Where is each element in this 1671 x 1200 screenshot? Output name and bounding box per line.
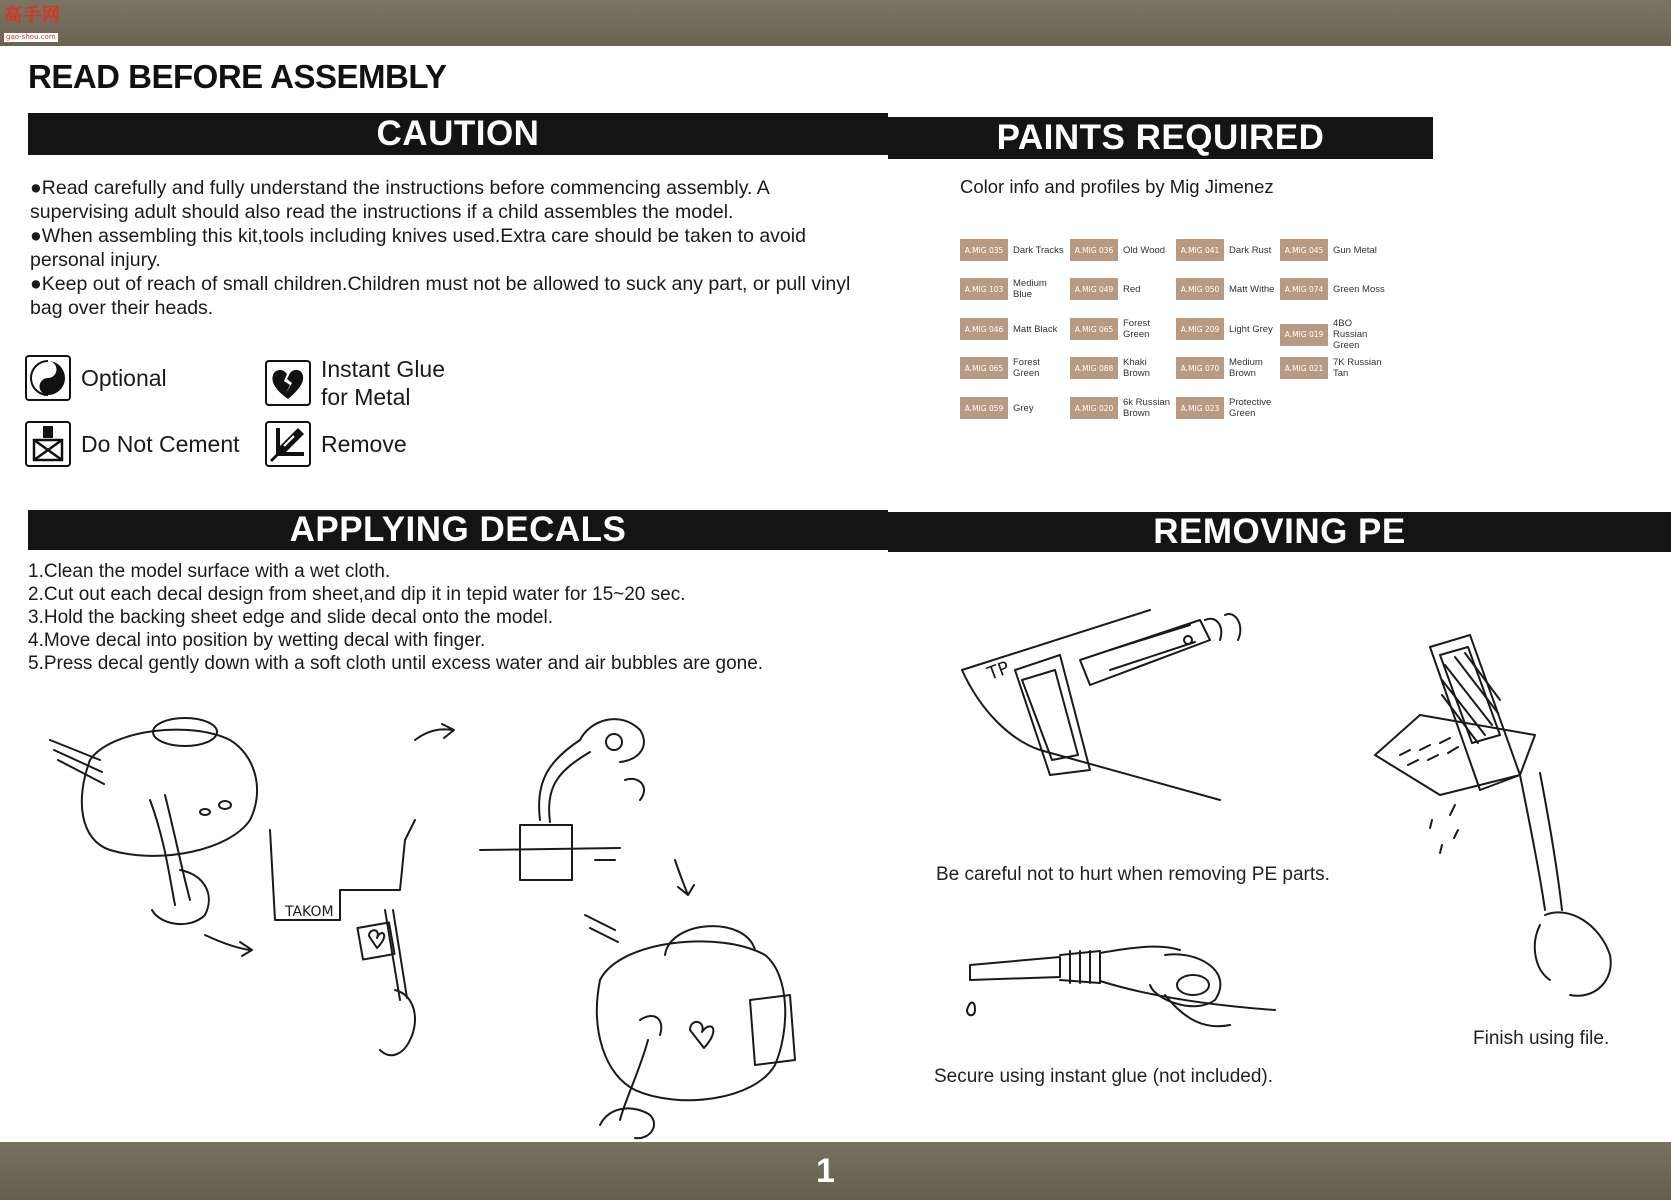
paint-name: Grey — [1013, 402, 1034, 414]
paints-subtitle: Color info and profiles by Mig Jimenez — [960, 176, 1274, 197]
decals-heading: APPLYING DECALS — [28, 510, 888, 550]
removing-pe-heading: REMOVING PE — [888, 512, 1671, 552]
decal-step: 3.Hold the backing sheet edge and slide decal onto the model. — [28, 607, 553, 628]
arrow-icon — [670, 855, 700, 900]
paint-swatch — [1280, 318, 1385, 351]
broken-heart-icon — [265, 360, 311, 406]
paints-heading: PAINTS REQUIRED — [888, 117, 1433, 159]
paint-code: A.MIG 035 — [960, 239, 1008, 261]
paint-name: 4BO Russian Green — [1333, 318, 1368, 351]
watermark-logo — [4, 6, 70, 40]
paint-swatch — [1176, 239, 1281, 261]
decals-steps — [28, 560, 888, 675]
paint-code: A.MIG 065 — [1070, 318, 1118, 340]
paint-swatch — [1070, 278, 1175, 300]
paint-name: Protective Green — [1229, 397, 1272, 419]
paint-swatch — [1280, 357, 1385, 379]
caption-file: Finish using file. — [1473, 1028, 1610, 1049]
paint-code: A.MIG 050 — [1176, 278, 1224, 300]
page-number: 1 — [816, 1152, 835, 1190]
paint-name: Light Grey — [1229, 323, 1273, 335]
paint-name: Forest Green — [1123, 318, 1150, 340]
paint-code: A.MIG 059 — [960, 397, 1008, 419]
legend-instant-glue-label: Instant Glue for Metal — [321, 356, 446, 410]
paint-code: A.MIG 046 — [960, 318, 1008, 340]
paint-swatch — [1280, 278, 1385, 300]
paint-name: 7K Russian Tan — [1333, 357, 1382, 379]
paint-name: 6k Russian Brown — [1123, 397, 1170, 419]
no-cement-icon — [25, 421, 71, 467]
legend-instant-glue — [265, 355, 445, 411]
pe-glue-illustration — [965, 925, 1285, 1055]
yin-yang-icon — [25, 355, 71, 401]
paint-code: A.MIG 209 — [1176, 318, 1224, 340]
pe-cutting-illustration — [960, 590, 1270, 810]
paint-code: A.MIG 074 — [1280, 278, 1328, 300]
paint-code: A.MIG 103 — [960, 278, 1008, 300]
paint-name: Green Moss — [1333, 283, 1385, 295]
logo-text: 高手网 — [4, 5, 61, 26]
logo-subtext: gao-shou.com — [6, 33, 56, 41]
legend-remove-label: Remove — [321, 431, 407, 457]
paint-code: A.MIG 065 — [960, 357, 1008, 379]
caution-heading: CAUTION — [28, 113, 888, 155]
decal-turret-illustration — [40, 700, 280, 930]
paint-swatch — [1070, 397, 1175, 419]
svg-text:TP: TP — [984, 657, 1013, 685]
paint-name: Medium Brown — [1229, 357, 1263, 379]
caption-glue: Secure using instant glue (not included). — [934, 1066, 1274, 1087]
caption-careful: Be careful not to hurt when removing PE parts. — [936, 864, 1330, 885]
paint-swatch — [960, 397, 1065, 419]
paint-code: A.MIG 070 — [1176, 357, 1224, 379]
page-title: READ BEFORE ASSEMBLY — [28, 58, 447, 95]
paint-code: A.MIG 041 — [1176, 239, 1224, 261]
svg-text:TAKOM: TAKOM — [285, 904, 334, 920]
paint-name: Forest Green — [1013, 357, 1040, 379]
paint-name: Red — [1123, 283, 1141, 295]
legend-do-not-cement — [25, 421, 240, 467]
legend-remove — [265, 421, 407, 467]
paint-swatch — [1176, 357, 1281, 379]
paint-code: A.MIG 049 — [1070, 278, 1118, 300]
decal-applying-illustration — [580, 910, 810, 1140]
paint-code: A.MIG 045 — [1280, 239, 1328, 261]
pe-file-illustration — [1370, 625, 1650, 1015]
caution-paragraph: ●When assembling this kit,tools including knives used.Extra care should be taken to avoid personal injury. — [30, 225, 806, 271]
paint-code: A.MIG 023 — [1176, 397, 1224, 419]
paint-swatch — [1176, 318, 1281, 340]
decal-step: 1.Clean the model surface with a wet cloth. — [28, 561, 391, 582]
arrow-icon — [200, 930, 260, 960]
paint-swatch — [960, 318, 1065, 340]
legend-do-not-cement-label: Do Not Cement — [81, 431, 240, 457]
decal-cutting-illustration — [265, 810, 485, 1070]
paint-name: Gun Metal — [1333, 244, 1377, 256]
paint-swatch — [960, 357, 1065, 379]
caution-paragraph: ●Keep out of reach of small children.Children must not be allowed to suck any part, or pull vinyl bag over their heads. — [30, 273, 851, 319]
paint-name: Old Wood — [1123, 244, 1166, 256]
decal-dipping-illustration — [480, 700, 660, 890]
paint-swatch — [1176, 278, 1281, 300]
paint-code: A.MIG 088 — [1070, 357, 1118, 379]
paint-swatch — [960, 278, 1065, 300]
top-band — [0, 0, 1671, 46]
paint-swatch — [960, 239, 1065, 261]
paint-swatch — [1070, 318, 1175, 340]
paint-swatch — [1280, 239, 1385, 261]
caution-paragraph: ●Read carefully and fully understand the instructions before commencing assembly. A supervising adult should also read the instructions if a child assembles the model. — [30, 177, 769, 223]
arrow-icon — [410, 720, 460, 750]
paint-name: Matt Black — [1013, 323, 1058, 335]
paint-name: Dark Rust — [1229, 244, 1272, 256]
paint-name: Matt Withe — [1229, 283, 1275, 295]
paint-swatch — [1070, 357, 1175, 379]
paint-name: Medium Blue — [1013, 278, 1047, 300]
paint-code: A.MIG 036 — [1070, 239, 1118, 261]
cutter-icon — [265, 421, 311, 467]
paint-name: Khaki Brown — [1123, 357, 1150, 379]
legend-optional-label: Optional — [81, 365, 167, 391]
caution-text — [30, 176, 860, 320]
paint-name: Dark Tracks — [1013, 244, 1064, 256]
paint-swatch — [1176, 397, 1281, 419]
decal-step: 2.Cut out each decal design from sheet,and dip it in tepid water for 15~20 sec. — [28, 584, 686, 605]
decal-step: 5.Press decal gently down with a soft cloth until excess water and air bubbles are gone. — [28, 653, 764, 674]
paint-swatch — [1070, 239, 1175, 261]
paint-code: A.MIG 020 — [1070, 397, 1118, 419]
legend-optional — [25, 355, 167, 401]
decal-step: 4.Move decal into position by wetting decal with finger. — [28, 630, 486, 651]
paint-code: A.MIG 019 — [1280, 324, 1328, 346]
paint-code: A.MIG 021 — [1280, 357, 1328, 379]
